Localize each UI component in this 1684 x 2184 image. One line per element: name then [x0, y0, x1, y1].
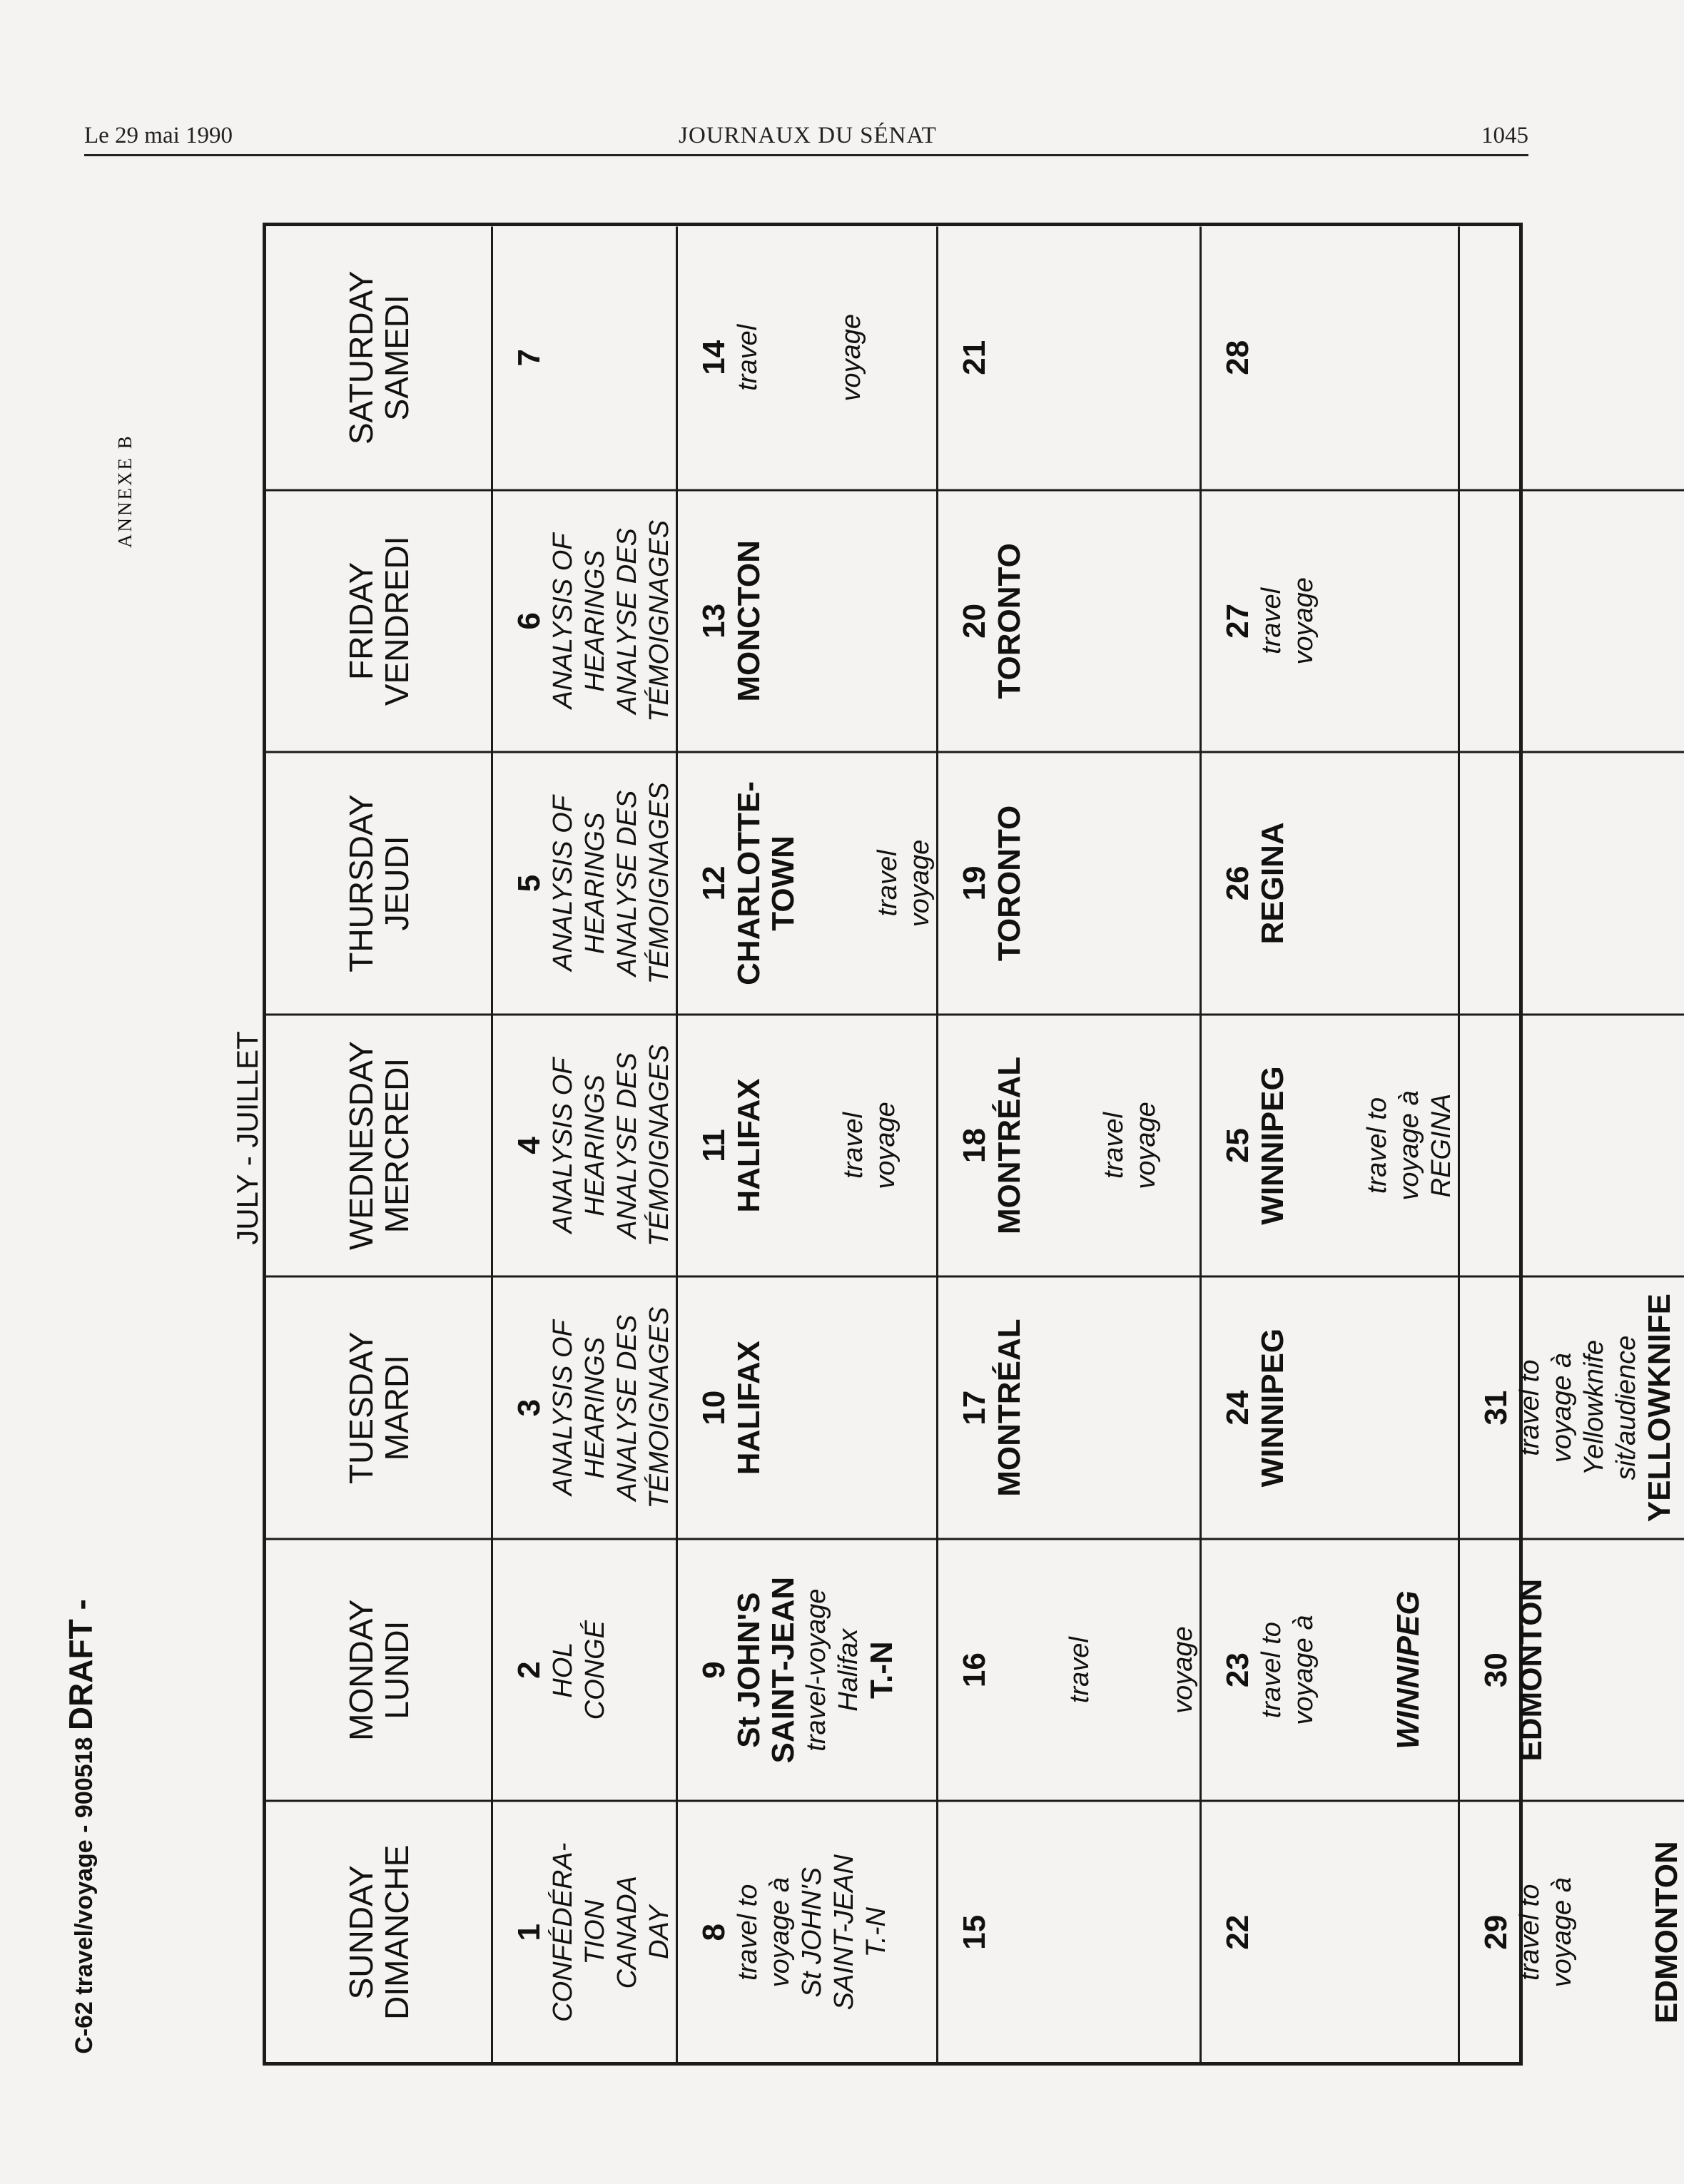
day-name-fr: VENDREDI	[377, 536, 415, 706]
note-line: travel-voyage	[801, 1588, 831, 1752]
note-line: CANADA	[612, 1875, 642, 1989]
note-line: travel	[733, 324, 763, 391]
note-line: ANALYSE DES	[612, 527, 642, 714]
note-line: DAY	[644, 1905, 674, 1959]
note-line: HEARINGS	[580, 812, 610, 954]
note-line: travel to	[733, 1884, 763, 1981]
city-name: HALIFAX	[731, 1077, 766, 1213]
city-name: MONTRÉAL	[992, 1056, 1027, 1234]
day-number: 22	[1220, 1914, 1255, 1950]
day-number: 29	[1478, 1914, 1513, 1950]
calendar-cell	[493, 1538, 678, 1800]
draft-word: DRAFT -	[62, 1599, 99, 1731]
header-journal-title: JOURNAUX DU SÉNAT	[679, 123, 937, 148]
calendar-cell	[1202, 489, 1460, 751]
note-line: voyage	[836, 313, 866, 402]
note-line: ANALYSIS OF	[548, 795, 578, 971]
calendar-cell	[938, 226, 1202, 489]
day-number: 28	[1220, 340, 1255, 375]
day-name-fr: MERCREDI	[377, 1057, 415, 1233]
note-line: travel to	[1515, 1884, 1545, 1981]
city-name: MONCTON	[731, 539, 766, 702]
day-number: 9	[696, 1660, 731, 1679]
note-line: ANALYSE DES	[612, 1052, 642, 1239]
note-line: T.-N	[861, 1906, 891, 1957]
calendar-cell	[678, 489, 938, 751]
calendar-cell	[493, 1275, 678, 1538]
day-number: 16	[957, 1652, 992, 1687]
day-number: 30	[1478, 1652, 1513, 1687]
city-name: MONTRÉAL	[992, 1318, 1027, 1497]
note-line: ANALYSIS OF	[548, 533, 578, 708]
day-number: 24	[1220, 1390, 1255, 1426]
day-number: 4	[512, 1136, 547, 1154]
note-line: ANALYSE DES	[612, 1314, 642, 1500]
calendar-cell	[678, 751, 938, 1013]
day-number: 2	[512, 1660, 547, 1679]
note-line: Halifax	[833, 1628, 863, 1712]
calendar-cell	[1460, 1013, 1684, 1276]
note-line: Yellowknife	[1579, 1339, 1609, 1476]
note-line: HEARINGS	[580, 1074, 610, 1217]
day-number: 6	[512, 611, 547, 630]
day-number: 1	[512, 1923, 547, 1941]
day-name-fr: MARDI	[377, 1354, 415, 1461]
city-name: TORONTO	[992, 542, 1027, 699]
note-line: TION	[580, 1899, 610, 1965]
note-line: voyage à	[1394, 1090, 1424, 1201]
note-line: travel to	[1257, 1621, 1287, 1718]
day-number: 3	[512, 1398, 547, 1416]
day-header	[266, 226, 493, 489]
city-name: TORONTO	[992, 805, 1027, 961]
note-line: travel to	[1515, 1359, 1545, 1456]
note-line: ANALYSIS OF	[548, 1319, 578, 1495]
calendar-cell	[493, 751, 678, 1013]
note-line: voyage	[871, 1101, 901, 1189]
day-number: 25	[1220, 1127, 1255, 1163]
draft-note	[61, 1534, 101, 2119]
calendar-cell	[1460, 226, 1684, 489]
day-number: 27	[1220, 603, 1255, 639]
day-name-en: THURSDAY	[342, 793, 380, 972]
calendar-cell	[938, 489, 1202, 751]
city-name: YELLOWKNIFE	[1642, 1293, 1677, 1522]
city-name: WINNIPEG	[1391, 1590, 1426, 1749]
note-line: ANALYSE DES	[612, 790, 642, 976]
note-line: voyage à	[1547, 1876, 1577, 1987]
city-name: St JOHN'S	[731, 1592, 766, 1748]
note-line: travel	[1257, 587, 1287, 654]
note-line: SAINT-JEAN	[829, 1854, 859, 2010]
day-name-fr: SAMEDI	[377, 294, 415, 420]
city-name: REGINA	[1255, 821, 1290, 944]
day-number: 13	[696, 603, 731, 639]
note-line: St JOHN'S	[797, 1866, 827, 1997]
day-number: 20	[957, 603, 992, 639]
day-number: 10	[696, 1390, 731, 1426]
note-line: travel	[838, 1112, 868, 1179]
day-header	[266, 1799, 493, 2062]
day-header	[266, 1013, 493, 1276]
day-name-en: SATURDAY	[342, 270, 380, 445]
draft-prefix: C-62 travel/voyage - 900518	[71, 1737, 98, 2054]
calendar-frame	[263, 223, 1684, 2066]
note-line: voyage	[1131, 1101, 1161, 1189]
day-number: 7	[512, 348, 547, 367]
city-name: T.-N	[864, 1640, 899, 1699]
note-line: voyage à	[1547, 1352, 1577, 1463]
day-header	[266, 751, 493, 1013]
calendar-cell	[678, 1013, 938, 1276]
city-name: EDMONTON	[1649, 1840, 1684, 2023]
note-line: CONGÉ	[580, 1620, 610, 1720]
note-line: REGINA	[1426, 1093, 1456, 1197]
city-name: EDMONTON	[1513, 1578, 1548, 1762]
calendar-cell	[678, 1538, 938, 1800]
note-line: TÉMOIGNAGES	[644, 519, 674, 722]
note-line: travel	[1099, 1112, 1129, 1179]
city-name: WINNIPEG	[1255, 1065, 1290, 1225]
day-number: 23	[1220, 1652, 1255, 1687]
day-number: 19	[957, 865, 992, 900]
note-line: HEARINGS	[580, 1336, 610, 1478]
calendar-cell	[1460, 1275, 1684, 1538]
annexe-label-wrap	[114, 434, 143, 548]
day-number: 26	[1220, 865, 1255, 900]
calendar-cell	[938, 1538, 1202, 1800]
note-line: travel	[1065, 1636, 1095, 1703]
note-line: travel	[873, 849, 903, 916]
calendar-cell	[493, 226, 678, 489]
day-number: 31	[1478, 1390, 1513, 1426]
city-name: CHARLOTTE-	[731, 781, 766, 985]
day-name-en: TUESDAY	[342, 1331, 380, 1484]
calendar-cell	[1202, 226, 1460, 489]
day-number: 14	[696, 340, 731, 375]
day-name-fr: DIMANCHE	[377, 1844, 415, 2020]
city-name: WINNIPEG	[1255, 1328, 1290, 1487]
calendar-cell	[1202, 1013, 1460, 1276]
calendar-cell	[938, 1799, 1202, 2062]
note-line: travel to	[1362, 1097, 1392, 1194]
note-line: voyage à	[765, 1876, 795, 1987]
calendar-cell	[1460, 1538, 1684, 1800]
day-number: 12	[696, 865, 731, 900]
header-date: Le 29 mai 1990	[84, 123, 233, 148]
day-name-en: SUNDAY	[342, 1864, 380, 1999]
calendar-cell	[678, 226, 938, 489]
note-line: ANALYSIS OF	[548, 1057, 578, 1233]
calendar-title: JULY - JUILLET	[230, 1031, 264, 1245]
day-header	[266, 1538, 493, 1800]
calendar-cell	[493, 1799, 678, 2062]
city-name: TOWN	[766, 835, 801, 931]
calendar-cell	[1460, 1799, 1684, 2062]
calendar-cell	[1202, 1538, 1460, 1800]
calendar-grid	[266, 226, 1684, 2062]
header-page-number: 1045	[1481, 123, 1528, 148]
calendar-cell	[1202, 1275, 1460, 1538]
note-line: voyage à	[1289, 1615, 1319, 1725]
calendar-cell	[1202, 751, 1460, 1013]
note-line: HOL	[548, 1642, 578, 1698]
calendar-cell	[1202, 1799, 1460, 2062]
day-number: 21	[957, 340, 992, 375]
note-line: HEARINGS	[580, 549, 610, 692]
day-number: 8	[696, 1923, 731, 1941]
day-header	[266, 1275, 493, 1538]
day-header	[266, 489, 493, 751]
calendar-cell	[938, 1013, 1202, 1276]
note-line: CONFÉDÉRA-	[548, 1842, 578, 2022]
day-number: 5	[512, 874, 547, 892]
day-name-en: WEDNESDAY	[342, 1040, 380, 1250]
note-line: TÉMOIGNAGES	[644, 1044, 674, 1246]
day-name-en: FRIDAY	[342, 562, 380, 680]
city-name: HALIFAX	[731, 1340, 766, 1475]
calendar-cell	[938, 751, 1202, 1013]
calendar-cell	[1460, 751, 1684, 1013]
note-line: voyage	[905, 839, 935, 927]
calendar-cell	[493, 489, 678, 751]
note-line: TÉMOIGNAGES	[644, 781, 674, 984]
calendar-cell	[678, 1275, 938, 1538]
day-number: 18	[957, 1127, 992, 1163]
calendar-cell	[678, 1799, 938, 2062]
header-rule	[84, 154, 1528, 156]
day-number: 15	[957, 1914, 992, 1950]
annexe-label: ANNEXE B	[114, 434, 136, 548]
day-name-fr: JEUDI	[377, 835, 415, 930]
day-name-en: MONDAY	[342, 1598, 380, 1741]
day-number: 17	[957, 1390, 992, 1426]
calendar-cell	[938, 1275, 1202, 1538]
calendar-cell	[493, 1013, 678, 1276]
note-line: TÉMOIGNAGES	[644, 1306, 674, 1509]
day-name-fr: LUNDI	[377, 1620, 415, 1720]
city-name: SAINT-JEAN	[766, 1576, 801, 1763]
note-line: sit/audience	[1611, 1335, 1641, 1480]
calendar-cell	[1460, 489, 1684, 751]
note-line: voyage	[1168, 1625, 1198, 1714]
day-number: 11	[696, 1128, 731, 1162]
note-line: voyage	[1289, 577, 1319, 665]
